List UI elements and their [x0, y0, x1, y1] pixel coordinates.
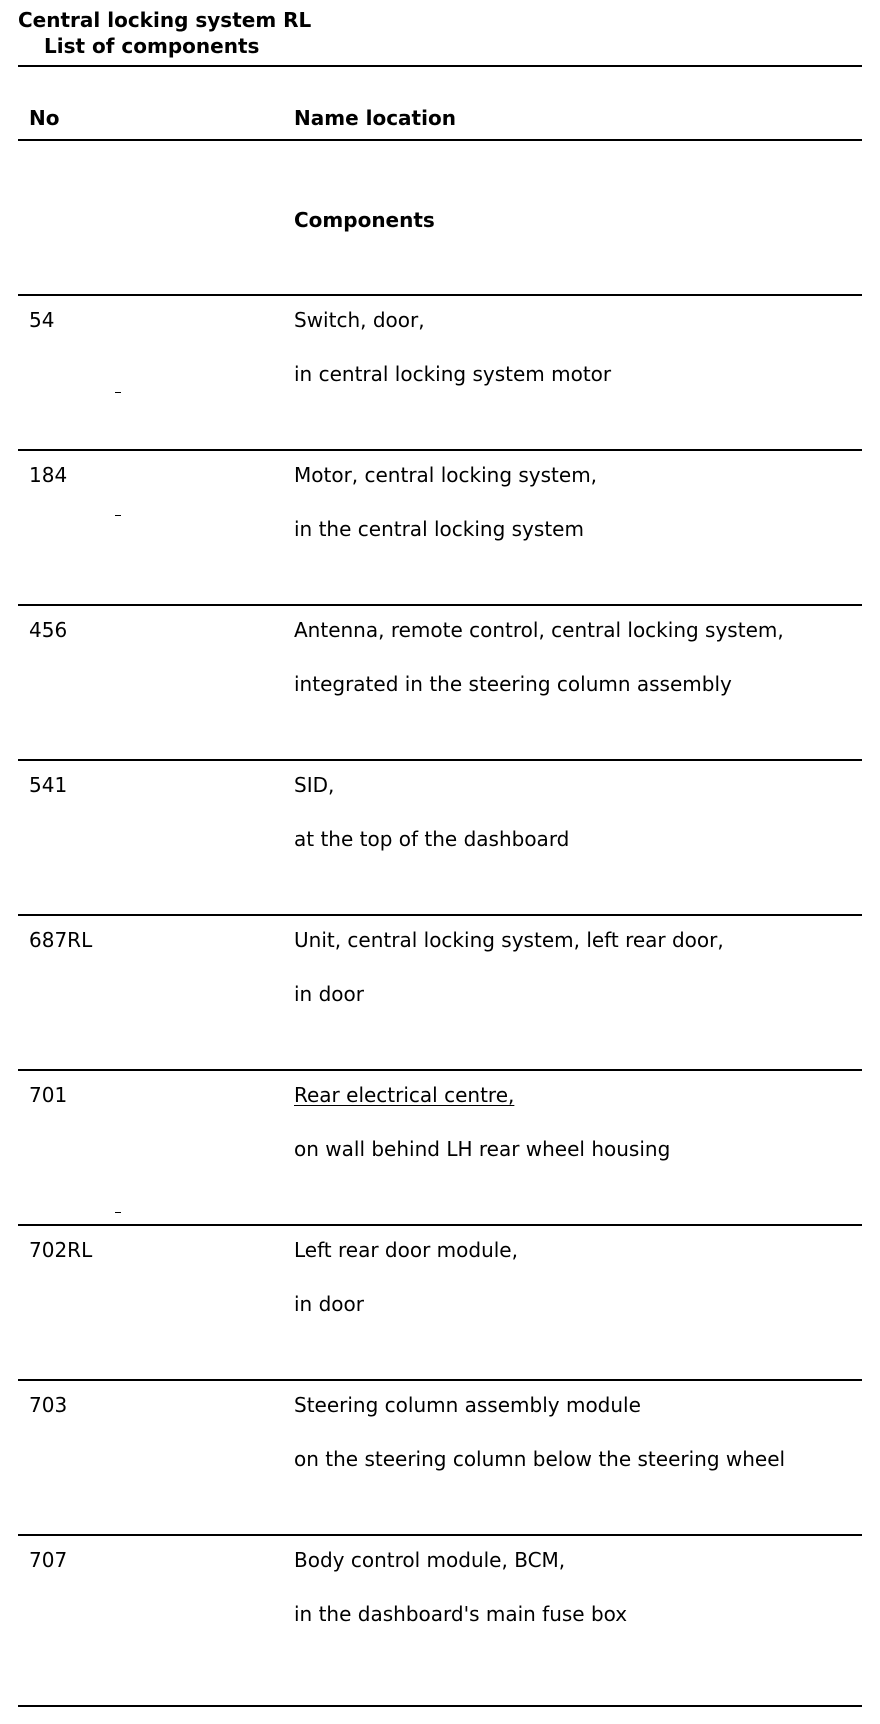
column-header-no: No	[29, 106, 60, 130]
component-location: in door	[294, 982, 364, 1006]
component-location: integrated in the steering column assembly	[294, 672, 732, 696]
component-number: 703	[29, 1393, 68, 1417]
table-row	[0, 1226, 880, 1376]
table-row	[0, 296, 880, 446]
component-number: 707	[29, 1548, 68, 1572]
table-row	[0, 1071, 880, 1221]
table-row	[0, 451, 880, 601]
table-row	[0, 1536, 880, 1686]
table-row	[0, 916, 880, 1066]
table-row	[0, 1381, 880, 1531]
table-row	[0, 606, 880, 756]
component-name: Switch, door,	[294, 308, 425, 332]
dash-mark	[115, 515, 121, 516]
component-number: 456	[29, 618, 68, 642]
top-rule	[18, 65, 862, 67]
component-number: 54	[29, 308, 55, 332]
component-name: Steering column assembly module	[294, 1393, 641, 1417]
dash-mark	[115, 1212, 121, 1213]
component-number: 687RL	[29, 928, 93, 952]
component-name: Motor, central locking system,	[294, 463, 598, 487]
component-name: SID,	[294, 773, 335, 797]
component-name-link[interactable]: Rear electrical centre,	[294, 1083, 515, 1107]
header-rule	[18, 139, 862, 141]
component-location: in central locking system motor	[294, 362, 612, 386]
document-title: Central locking system RL	[18, 8, 312, 32]
document-subtitle: List of components	[44, 34, 260, 58]
component-number: 541	[29, 773, 68, 797]
component-number: 184	[29, 463, 68, 487]
section-heading: Components	[294, 208, 435, 232]
dash-mark	[115, 392, 121, 393]
component-name: Unit, central locking system, left rear door,	[294, 928, 724, 952]
table-row	[0, 761, 880, 911]
column-header-name-location: Name location	[294, 106, 456, 130]
component-number: 701	[29, 1083, 68, 1107]
component-location: on the steering column below the steering wheel	[294, 1447, 786, 1471]
component-number: 702RL	[29, 1238, 93, 1262]
component-location: on wall behind LH rear wheel housing	[294, 1137, 671, 1161]
component-location: at the top of the dashboard	[294, 827, 570, 851]
component-location: in the central locking system	[294, 517, 584, 541]
component-location: in door	[294, 1292, 364, 1316]
component-name: Left rear door module,	[294, 1238, 518, 1262]
bottom-rule	[18, 1705, 862, 1707]
component-name: Body control module, BCM,	[294, 1548, 566, 1572]
component-location: in the dashboard's main fuse box	[294, 1602, 628, 1626]
component-name: Antenna, remote control, central locking system,	[294, 618, 784, 642]
